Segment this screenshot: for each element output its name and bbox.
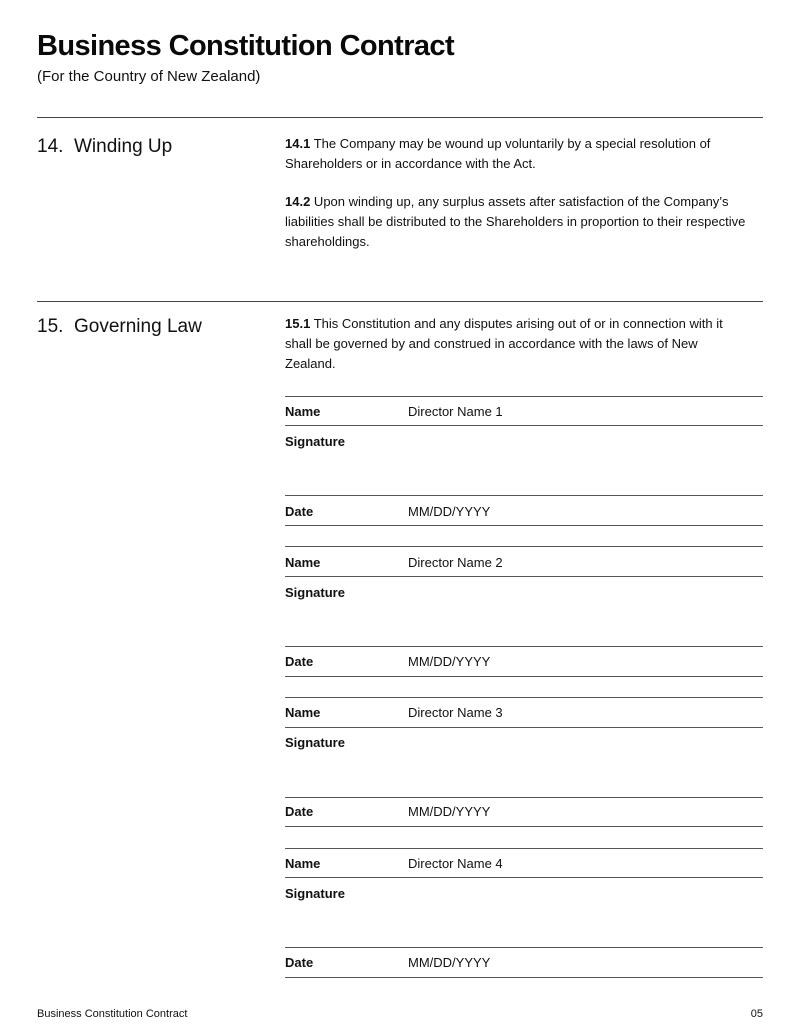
date-field[interactable]: MM/DD/YYYY — [408, 804, 491, 819]
date-label: Date — [285, 804, 314, 819]
signature-rule — [285, 425, 763, 426]
signature-field[interactable] — [285, 450, 763, 494]
clause-text: Upon winding up, any surplus assets after satisfaction of the Company’s liabilities shall be distributed to the Shareholders in proportion to their respective shareholdings. — [285, 194, 746, 249]
section-divider — [37, 117, 763, 118]
signature-rule — [285, 676, 763, 677]
signature-rule — [285, 576, 763, 577]
document-title: Business Constitution Contract — [37, 30, 455, 62]
signature-rule — [285, 848, 763, 849]
name-label: Name — [285, 404, 321, 419]
signature-rule — [285, 947, 763, 948]
signature-label: Signature — [285, 886, 345, 901]
clause-text: The Company may be wound up voluntarily by a special resolution of Shareholders or in accordance with the Act. — [285, 136, 711, 171]
clause-number: 14.1 — [285, 136, 311, 151]
clause-number: 14.2 — [285, 194, 311, 209]
signature-label: Signature — [285, 735, 345, 750]
name-label: Name — [285, 856, 321, 871]
director-name-field[interactable]: Director Name 1 — [408, 404, 503, 419]
name-label: Name — [285, 555, 321, 570]
signature-rule — [285, 877, 763, 878]
signature-rule — [285, 826, 763, 827]
section-title: Winding Up — [74, 136, 173, 157]
signature-rule — [285, 546, 763, 547]
footer-document-title: Business Constitution Contract — [37, 1008, 188, 1020]
document-subtitle: (For the Country of New Zealand) — [37, 68, 261, 85]
clause — [285, 314, 735, 374]
date-label: Date — [285, 654, 314, 669]
signature-rule — [285, 646, 763, 647]
director-name-field[interactable]: Director Name 3 — [408, 705, 503, 720]
signature-field[interactable] — [285, 751, 763, 795]
signature-field[interactable] — [285, 902, 763, 946]
section-number: 15. — [37, 316, 64, 337]
date-field[interactable]: MM/DD/YYYY — [408, 654, 491, 669]
signature-rule — [285, 495, 763, 496]
signature-rule — [285, 727, 763, 728]
section-number: 14. — [37, 136, 64, 157]
signature-rule — [285, 797, 763, 798]
section-divider — [37, 301, 763, 302]
clause-text: This Constitution and any disputes arising out of or in connection with it shall be governed by and construed in accordance with the laws of New Zealand. — [285, 316, 723, 371]
clause — [285, 192, 763, 252]
signature-rule — [285, 697, 763, 698]
signature-rule — [285, 977, 763, 978]
signature-field[interactable] — [285, 600, 763, 644]
signature-rule — [285, 396, 763, 397]
date-label: Date — [285, 955, 314, 970]
signature-rule — [285, 525, 763, 526]
clause-number: 15.1 — [285, 316, 311, 331]
clause — [285, 134, 735, 174]
signature-label: Signature — [285, 585, 345, 600]
date-field[interactable]: MM/DD/YYYY — [408, 955, 491, 970]
date-field[interactable]: MM/DD/YYYY — [408, 504, 491, 519]
director-name-field[interactable]: Director Name 4 — [408, 856, 503, 871]
page-number: 05 — [750, 1008, 763, 1020]
name-label: Name — [285, 705, 321, 720]
signature-label: Signature — [285, 434, 345, 449]
section-title: Governing Law — [74, 316, 202, 337]
director-name-field[interactable]: Director Name 2 — [408, 555, 503, 570]
date-label: Date — [285, 504, 314, 519]
